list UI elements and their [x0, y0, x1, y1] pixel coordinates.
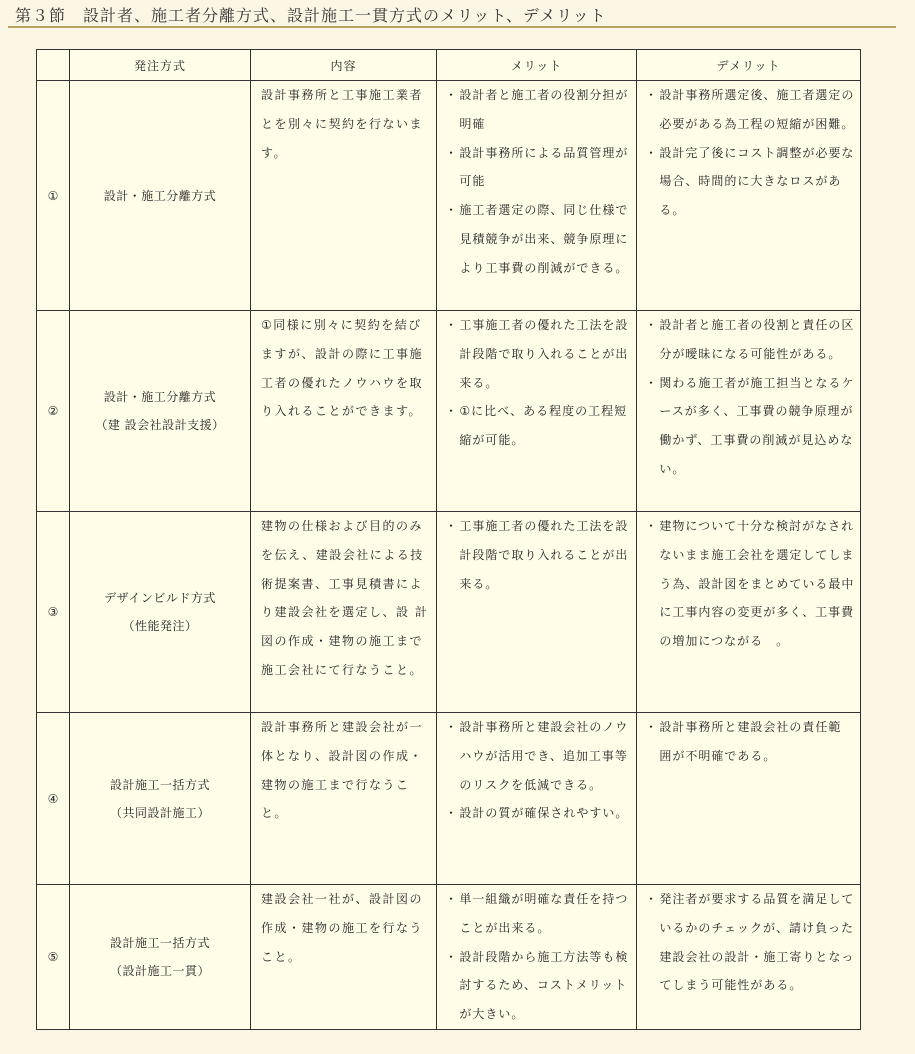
demerit-text: 設計事務所と建設会社の責任範 囲が不明確である。: [659, 720, 842, 763]
demerit-text: 設計者と施工者の役割と責任の区分が曖昧になる可能性がある。: [659, 318, 855, 361]
merit-cell: [437, 885, 637, 1030]
method-name: デザインビルド方式: [104, 591, 216, 605]
bullet-marker: ・: [445, 949, 459, 964]
method-cell: [70, 81, 251, 311]
demerit-item: [645, 369, 856, 484]
header-num: [37, 50, 70, 81]
demerit-item: [645, 512, 856, 656]
bullet-marker: ・: [445, 720, 459, 734]
demerit-text: 設計完了後にコスト調整が必要な場合、時間的に大きなロスがある。: [659, 145, 855, 218]
merit-cell: [437, 713, 637, 885]
demerit-text: 建物について十分な検討がなされないまま施工会社を選定してしまう為、設計図をまとめている最中に工事内容の変更が多く、工事費の増加につながる 。: [659, 519, 855, 649]
method-subtitle: （共同設計施工）: [109, 805, 210, 820]
header-method: 発注方式: [70, 50, 251, 81]
demerit-cell: [637, 81, 861, 311]
bullet-marker: ・: [645, 88, 659, 102]
method-cell: [70, 713, 251, 885]
header-merit: メリット: [437, 50, 637, 81]
demerit-item: [645, 81, 856, 139]
merit-item: [445, 943, 632, 1029]
bullet-marker: ・: [445, 806, 459, 821]
merit-item: [445, 81, 632, 139]
bullet-marker: ・: [645, 375, 659, 390]
merit-text: 設計事務所と建設会社のノウハウが活用でき、追加工事等のリスクを低減できる。: [459, 720, 629, 792]
comparison-table: [36, 49, 861, 1030]
demerit-cell: [637, 512, 861, 713]
content-cell: 設計事務所と建設会社が一体となり、設計図の作成・建物の施工まで行なうこと。: [251, 713, 437, 885]
table-row: [37, 713, 861, 885]
method-cell: [70, 512, 251, 713]
method-name: 設計・施工分離方式: [103, 390, 217, 404]
demerit-item: [645, 139, 856, 225]
method-cell: [70, 885, 251, 1030]
content-cell: 建物の仕様および目的のみを伝え、建設会社による技術提案書、工事見積書により建設会社を選定し、設 計図の作成・建物の施工まで施工会社にて行なうこと。: [251, 512, 437, 713]
merit-text: 単一組織が明確な責任を持つことが出来る。: [459, 892, 629, 935]
merit-text: 設計段階から施工方法等も検討するため、コストメリットが大きい。: [459, 949, 629, 1022]
table-row: [37, 311, 861, 512]
bullet-marker: ・: [445, 404, 459, 419]
row-number: ④: [37, 713, 70, 885]
merit-cell: [437, 81, 637, 311]
method-subtitle: （建 設会社設計支援）: [95, 418, 225, 432]
merit-text: 施工者選定の際、同じ仕様で見積競争が出来、競争原理により工事費の削減ができる。: [459, 203, 629, 275]
header-content: 内容: [251, 50, 437, 81]
demerit-item: [645, 713, 856, 771]
row-number: ⑤: [37, 885, 70, 1030]
bullet-marker: ・: [445, 519, 459, 533]
method-name: 設計・施工分離方式: [103, 188, 217, 203]
bullet-marker: ・: [445, 203, 459, 218]
merit-item: [445, 799, 632, 828]
method-cell: [70, 311, 251, 512]
bullet-marker: ・: [445, 145, 459, 160]
bullet-marker: ・: [445, 318, 459, 332]
merit-text: 設計事務所による品質管理が可能: [459, 145, 629, 189]
demerit-text: 設計事務所選定後、施工者選定の必要がある為工程の短縮が困難。: [659, 88, 855, 131]
demerit-cell: [637, 311, 861, 512]
merit-text: 工事施工者の優れた工法を設計段階で取り入れることが出来る。: [459, 318, 629, 390]
demerit-cell: [637, 885, 861, 1030]
merit-text: ①に比べ、ある程度の工程短縮が可能。: [459, 404, 628, 448]
merit-item: [445, 139, 632, 197]
demerit-text: 発注者が要求する品質を満足しているかのチェックが、請け負った建設会社の設計・施工寄りとなってしまう可能性がある。: [659, 892, 855, 993]
merit-cell: [437, 311, 637, 512]
table-row: [37, 885, 861, 1030]
content-cell: 設計事務所と工事施工業者とを別々に契約を行ないます。: [251, 81, 437, 311]
merit-item: [445, 397, 632, 455]
merit-item: [445, 196, 632, 282]
header-demerit: デメリット: [637, 50, 861, 81]
merit-item: [445, 885, 632, 943]
merit-item: [445, 311, 632, 397]
method-subtitle: （性能発注）: [122, 619, 198, 633]
merit-text: 設計者と施工者の役割分担が明確: [459, 88, 629, 131]
bullet-marker: ・: [645, 720, 659, 734]
method-name: 設計施工一括方式: [109, 777, 210, 792]
bullet-marker: ・: [645, 145, 659, 160]
merit-item: [445, 713, 632, 799]
bullet-marker: ・: [445, 892, 459, 906]
method-name: 設計施工一括方式: [109, 935, 210, 950]
table-row: [37, 512, 861, 713]
row-number: ②: [37, 311, 70, 512]
row-number: ③: [37, 512, 70, 713]
demerit-text: 関わる施工者が施工担当となるケースが多く、工事費の競争原理が働かず、工事費の削減が見込めない。: [659, 375, 855, 476]
demerit-cell: [637, 713, 861, 885]
bullet-marker: ・: [645, 318, 659, 332]
demerit-item: [645, 311, 856, 369]
table-header-row: [37, 50, 861, 81]
page-title: 第３節 設計者、施工者分離方式、設計施工一貫方式のメリット、デメリット: [8, 4, 896, 28]
content-cell: ①同様に別々に契約を結びますが、設計の際に工事施工者の優れたノウハウを取り入れることができます。: [251, 311, 437, 512]
merit-cell: [437, 512, 637, 713]
row-number: ①: [37, 81, 70, 311]
method-subtitle: （設計施工一貫）: [109, 963, 210, 978]
table-row: [37, 81, 861, 311]
merit-text: 設計の質が確保されやすい。: [459, 806, 629, 821]
merit-text: 工事施工者の優れた工法を設計段階で取り入れることが出来る。: [459, 519, 629, 591]
bullet-marker: ・: [645, 892, 659, 906]
merit-item: [445, 512, 632, 598]
content-cell: 建設会社一社が、設計図の作成・建物の施工を行なうこと。: [251, 885, 437, 1030]
demerit-item: [645, 885, 856, 1000]
bullet-marker: ・: [645, 519, 659, 533]
bullet-marker: ・: [445, 88, 459, 102]
